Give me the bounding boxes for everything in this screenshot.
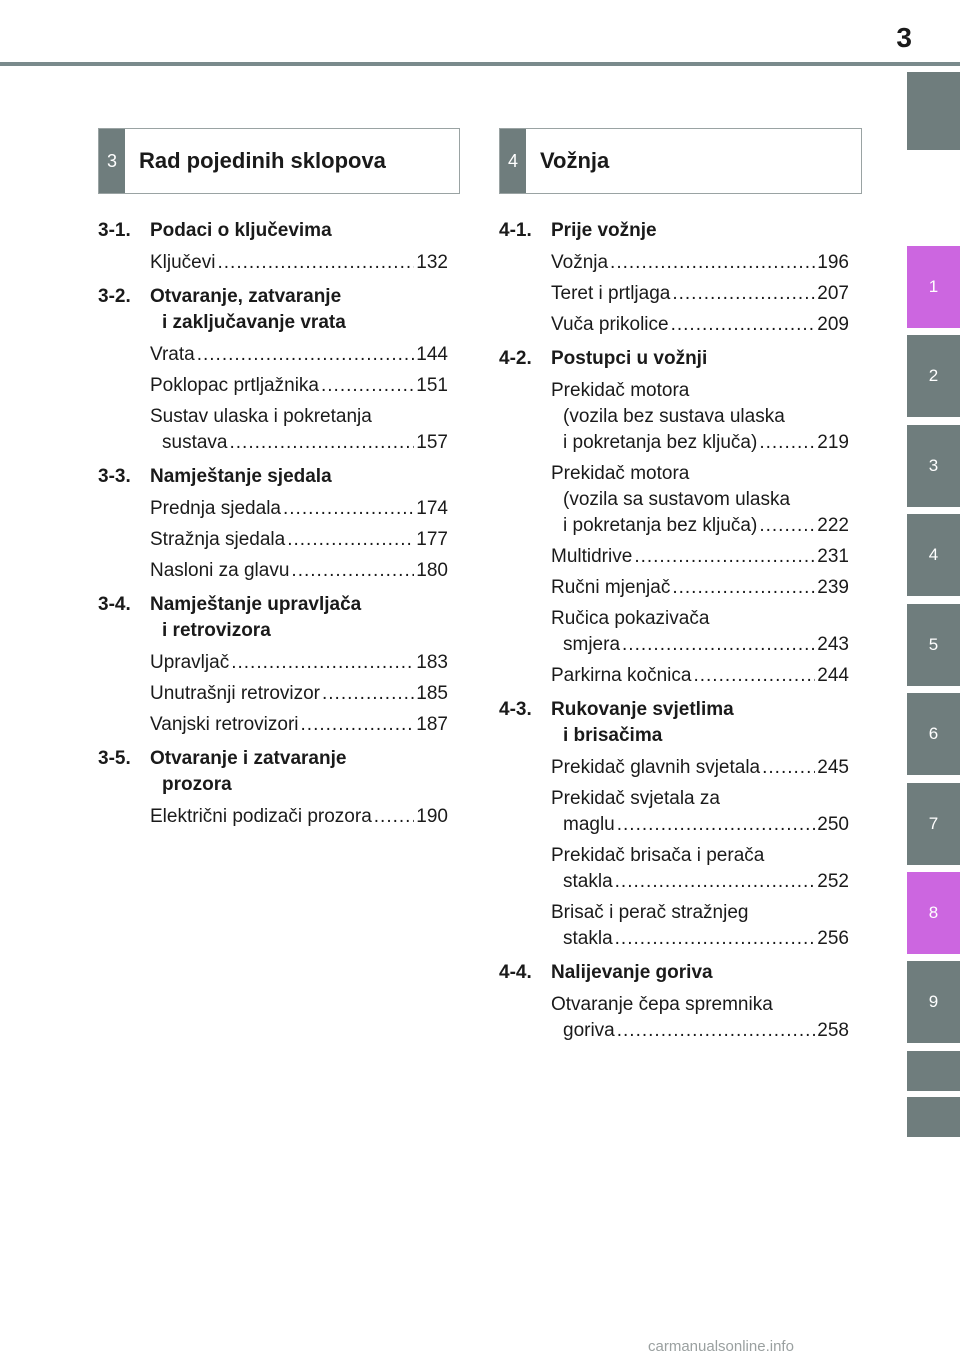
- group-number: 3-3.: [98, 466, 131, 487]
- dot-leader: [231, 650, 414, 676]
- toc-entry[interactable]: [150, 804, 448, 830]
- dot-leader: [229, 430, 414, 456]
- page-ref: 222: [817, 515, 849, 536]
- watermark: carmanualsonline.info: [648, 1338, 794, 1355]
- toc-entry[interactable]: [551, 461, 849, 539]
- entry-title: Stražnja sjedala: [150, 529, 286, 550]
- group-heading: [499, 218, 849, 244]
- dot-leader: [283, 496, 414, 522]
- group-heading: [98, 284, 448, 336]
- entry-title: i pokretanja bez ključa): [563, 432, 758, 453]
- group-title: Otvaranje i zatvaranje: [150, 748, 347, 769]
- dot-leader: [617, 1018, 816, 1044]
- dot-leader: [693, 663, 815, 689]
- dot-leader: [197, 342, 415, 368]
- entry-title: Poklopac prtljažnika: [150, 375, 319, 396]
- toc-entry[interactable]: [551, 992, 849, 1044]
- toc-entry[interactable]: [551, 606, 849, 658]
- toc-entry[interactable]: [551, 312, 849, 338]
- entry-title: i pokretanja bez ključa): [563, 515, 758, 536]
- section-header-3: [98, 128, 460, 194]
- page-ref: 250: [817, 814, 849, 835]
- group-title: Rukovanje svjetlima: [551, 699, 734, 720]
- dot-leader: [672, 575, 815, 601]
- section-title: Rad pojedinih sklopova: [139, 148, 386, 173]
- entry-title: Ručica pokazivača: [551, 608, 710, 629]
- chapter-tab-7[interactable]: 7: [907, 783, 960, 865]
- group-title: Otvaranje, zatvaranje: [150, 286, 342, 307]
- group-title: i retrovizora: [162, 620, 271, 641]
- entry-title: stakla: [563, 871, 613, 892]
- toc-entry[interactable]: [150, 250, 448, 276]
- dot-leader: [622, 632, 815, 658]
- toc-entry[interactable]: [150, 558, 448, 584]
- page-ref: 252: [817, 871, 849, 892]
- toc-entry[interactable]: [551, 786, 849, 838]
- chapter-tab-4[interactable]: 4: [907, 514, 960, 596]
- group-number: 4-1.: [499, 220, 532, 241]
- entry-title: Prekidač glavnih svjetala: [551, 757, 761, 778]
- toc-column-3: [98, 218, 448, 838]
- entry-title: Prekidač motora: [551, 380, 690, 401]
- group-number: 3-1.: [98, 220, 131, 241]
- entry-title: Prekidač svjetala za: [551, 788, 720, 809]
- entry-title: Upravljač: [150, 652, 230, 673]
- dot-leader: [762, 755, 815, 781]
- group-number: 3-2.: [98, 286, 131, 307]
- toc-entry[interactable]: [551, 843, 849, 895]
- dot-leader: [217, 250, 414, 276]
- chapter-tab[interactable]: [907, 1051, 960, 1091]
- toc-entry[interactable]: [150, 712, 448, 738]
- page-ref: 258: [817, 1020, 849, 1041]
- page-ref: 256: [817, 928, 849, 949]
- toc-entry[interactable]: [150, 373, 448, 399]
- dot-leader: [615, 869, 816, 895]
- section-header-4: [499, 128, 862, 194]
- toc-entry[interactable]: [551, 755, 849, 781]
- chapter-tab[interactable]: [907, 72, 960, 150]
- group-number: 4-3.: [499, 699, 532, 720]
- toc-entry[interactable]: [150, 527, 448, 553]
- page-ref: 207: [817, 283, 849, 304]
- dot-leader: [374, 804, 415, 830]
- top-rule: [0, 62, 960, 66]
- entry-title: (vozila sa sustavom ulaska: [563, 489, 791, 510]
- group-number: 4-2.: [499, 348, 532, 369]
- group-title: i brisačima: [563, 725, 663, 746]
- page-ref: 196: [817, 252, 849, 273]
- entry-title: Otvaranje čepa spremnika: [551, 994, 773, 1015]
- page-ref: 132: [416, 252, 448, 273]
- entry-title: Vuča prikolice: [551, 314, 669, 335]
- page-ref: 144: [416, 344, 448, 365]
- group-number: 4-4.: [499, 962, 532, 983]
- toc-group: [499, 346, 849, 689]
- page-ref: 239: [817, 577, 849, 598]
- page-ref: 219: [817, 432, 849, 453]
- dot-leader: [634, 544, 815, 570]
- group-title: Prije vožnje: [551, 220, 657, 241]
- entry-title: Prekidač brisača i perača: [551, 845, 765, 866]
- chapter-tab-2[interactable]: 2: [907, 335, 960, 417]
- toc-group: [499, 960, 849, 1044]
- group-title: prozora: [162, 774, 232, 795]
- entry-title: Brisač i perač stražnjeg: [551, 902, 749, 923]
- entry-title: Nasloni za glavu: [150, 560, 290, 581]
- entry-title: goriva: [563, 1020, 615, 1041]
- toc-entry[interactable]: [551, 900, 849, 952]
- page-ref: 244: [817, 665, 849, 686]
- entry-title: Unutrašnji retrovizor: [150, 683, 320, 704]
- entry-title: Teret i prtljaga: [551, 283, 671, 304]
- group-number: 3-4.: [98, 594, 131, 615]
- entry-title: smjera: [563, 634, 621, 655]
- toc-group: [499, 697, 849, 952]
- entry-title: Vrata: [150, 344, 195, 365]
- page-ref: 183: [416, 652, 448, 673]
- page-ref: 157: [416, 432, 448, 453]
- toc-entry[interactable]: [150, 404, 448, 456]
- dot-leader: [287, 527, 414, 553]
- page-ref: 177: [416, 529, 448, 550]
- chapter-tab-3[interactable]: 3: [907, 425, 960, 507]
- page-ref: 180: [416, 560, 448, 581]
- dot-leader: [672, 281, 815, 307]
- dot-leader: [615, 926, 816, 952]
- page-ref: 151: [416, 375, 448, 396]
- page-ref: 185: [416, 683, 448, 704]
- entry-title: Sustav ulaska i pokretanja: [150, 406, 372, 427]
- toc-entry[interactable]: [551, 281, 849, 307]
- entry-title: Parkirna kočnica: [551, 665, 692, 686]
- group-heading: [499, 697, 849, 749]
- page-ref: 190: [416, 806, 448, 827]
- section-number: 3: [99, 129, 125, 193]
- dot-leader: [301, 712, 415, 738]
- toc-group: [499, 218, 849, 338]
- entry-title: maglu: [563, 814, 615, 835]
- chapter-tab-9[interactable]: 9: [907, 961, 960, 1043]
- dot-leader: [321, 373, 414, 399]
- section-title: Vožnja: [540, 148, 610, 173]
- dot-leader: [322, 681, 414, 707]
- chapter-tab-8[interactable]: 8: [907, 872, 960, 954]
- toc-entry[interactable]: [150, 342, 448, 368]
- dot-leader: [291, 558, 414, 584]
- page-ref: 209: [817, 314, 849, 335]
- group-title: Namještanje sjedala: [150, 466, 332, 487]
- entry-title: Prednja sjedala: [150, 498, 281, 519]
- page-ref: 187: [416, 714, 448, 735]
- group-heading: [499, 346, 849, 372]
- entry-title: Ručni mjenjač: [551, 577, 671, 598]
- toc-entry[interactable]: [150, 650, 448, 676]
- page-ref: 174: [416, 498, 448, 519]
- dot-leader: [759, 430, 815, 456]
- group-title: Namještanje upravljača: [150, 594, 362, 615]
- group-title: Postupci u vožnji: [551, 348, 708, 369]
- page-ref: 243: [817, 634, 849, 655]
- dot-leader: [671, 312, 816, 338]
- toc-column-4: [499, 218, 849, 1052]
- page-number: 3: [896, 22, 912, 53]
- chapter-tab[interactable]: [907, 1097, 960, 1137]
- toc-entry[interactable]: [551, 663, 849, 689]
- chapter-tab-6[interactable]: 6: [907, 693, 960, 775]
- toc-entry[interactable]: [551, 544, 849, 570]
- page-ref: 231: [817, 546, 849, 567]
- group-heading: [499, 960, 849, 986]
- group-title: Podaci o ključevima: [150, 220, 332, 241]
- entry-title: Multidrive: [551, 546, 633, 567]
- group-title: Nalijevanje goriva: [551, 962, 713, 983]
- toc-group: [98, 218, 448, 276]
- page-ref: 245: [817, 757, 849, 778]
- entry-title: Ključevi: [150, 252, 216, 273]
- entry-title: Vožnja: [551, 252, 609, 273]
- toc-entry[interactable]: [150, 496, 448, 522]
- toc-group: [98, 464, 448, 584]
- chapter-tab-5[interactable]: 5: [907, 604, 960, 686]
- group-title: i zaključavanje vrata: [162, 312, 346, 333]
- entry-title: Vanjski retrovizori: [150, 714, 299, 735]
- group-heading: [98, 218, 448, 244]
- toc-entry[interactable]: [150, 681, 448, 707]
- group-heading: [98, 746, 448, 798]
- toc-group: [98, 746, 448, 830]
- group-heading: [98, 592, 448, 644]
- toc-group: [98, 284, 448, 456]
- dot-leader: [610, 250, 815, 276]
- toc-entry[interactable]: [551, 378, 849, 456]
- group-heading: [98, 464, 448, 490]
- chapter-tab-1[interactable]: 1: [907, 246, 960, 328]
- dot-leader: [617, 812, 816, 838]
- entry-title: Prekidač motora: [551, 463, 690, 484]
- toc-group: [98, 592, 448, 738]
- dot-leader: [759, 513, 815, 539]
- entry-title: Električni podizači prozora: [150, 806, 372, 827]
- entry-title: sustava: [162, 432, 228, 453]
- group-number: 3-5.: [98, 748, 131, 769]
- entry-title: (vozila bez sustava ulaska: [563, 406, 785, 427]
- toc-entry[interactable]: [551, 575, 849, 601]
- entry-title: stakla: [563, 928, 613, 949]
- toc-entry[interactable]: [551, 250, 849, 276]
- section-number: 4: [500, 129, 526, 193]
